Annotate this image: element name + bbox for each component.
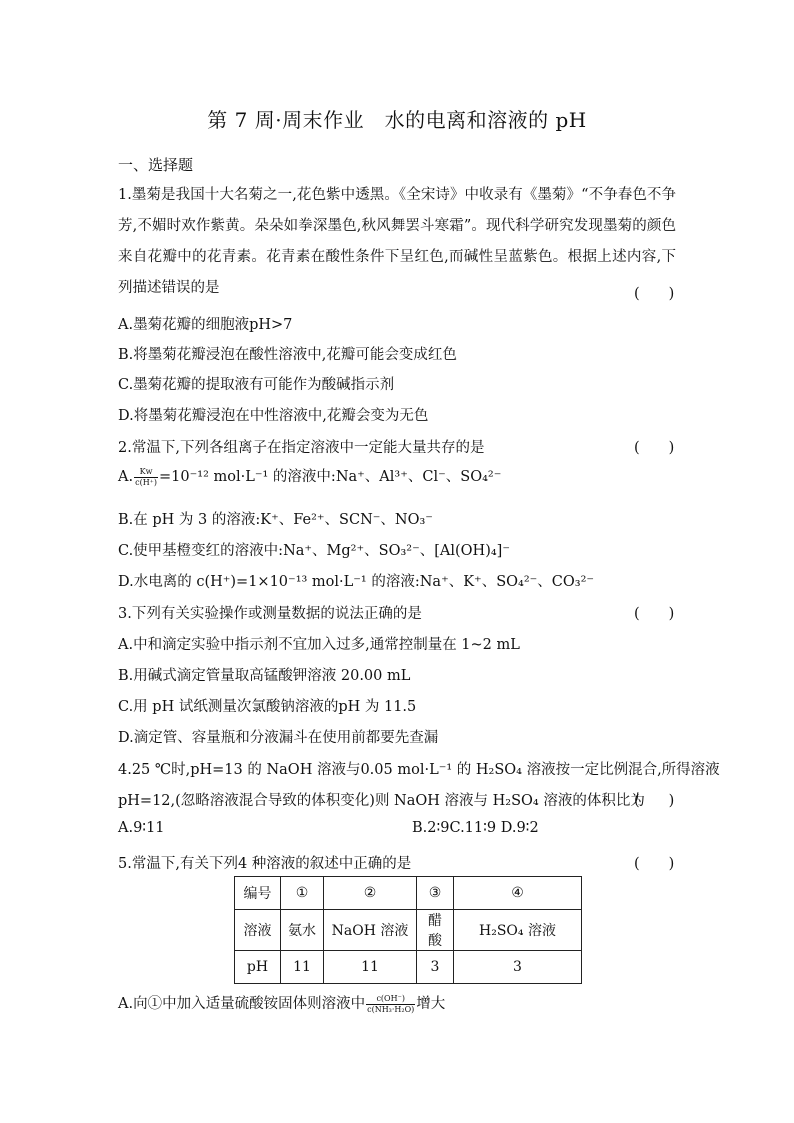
q5-answer-paren: ( ) xyxy=(634,856,675,872)
q4-stem-line2: pH=12,(忽略溶液混合导致的体积变化)则 NaOH 溶液与 H₂SO₄ 溶液的体积比为 xyxy=(118,793,645,809)
table-cell: 醋酸 xyxy=(417,910,454,951)
page-title: 第 7 周·周末作业 水的电离和溶液的 pH xyxy=(207,108,587,132)
table-cell: ③ xyxy=(417,877,454,910)
q2-stem: 2.常温下,下列各组离子在指定溶液中一定能大量共存的是 xyxy=(118,440,485,456)
q2-option-a xyxy=(118,465,678,488)
table-cell: NaOH 溶液 xyxy=(324,910,417,951)
q1-option-b: B.将墨菊花瓣浸泡在酸性溶液中,花瓣可能会变成红色 xyxy=(118,347,457,363)
q1-answer-paren: ( ) xyxy=(634,286,675,302)
q4-stem-line1: 4.25 ℃时,pH=13 的 NaOH 溶液与0.05 mol·L⁻¹ 的 H₂SO₄ 溶液按一定比例混合,所得溶液 xyxy=(118,762,720,778)
table-row xyxy=(235,877,582,910)
table-cell: 编号 xyxy=(235,877,281,910)
table-cell: 氨水 xyxy=(281,910,324,951)
q2-option-a-prefix: A. xyxy=(118,469,134,485)
table-cell: H₂SO₄ 溶液 xyxy=(454,910,582,951)
q2-option-b: B.在 pH 为 3 的溶液:K⁺、Fe²⁺、SCN⁻、NO₃⁻ xyxy=(118,512,433,528)
q1-stem: 1.墨菊是我国十大名菊之一,花色紫中透黑。《全宋诗》中收录有《墨菊》“不争春色不争芳,不媚时欢作紫黄。朵朵如拳深墨色,秋风舞罢斗寒霜”。现代科学研究发现墨菊的颜色来自花瓣中的花青素。花青素在酸性条件下呈红色,而碱性呈蓝紫色。根据上述内容,下列描述错误的是 xyxy=(118,187,676,296)
table-cell: 溶液 xyxy=(235,910,281,951)
table-row xyxy=(235,951,582,984)
table-cell: ④ xyxy=(454,877,582,910)
q3-option-c: C.用 pH 试纸测量次氯酸钠溶液的pH 为 11.5 xyxy=(118,699,417,715)
q3-answer-paren: ( ) xyxy=(634,606,675,622)
q3-option-a: A.中和滴定实验中指示剂不宜加入过多,通常控制量在 1~2 mL xyxy=(118,637,520,653)
section-heading: 一、选择题 xyxy=(118,156,194,174)
table-cell: ① xyxy=(281,877,324,910)
table-cell: pH xyxy=(235,951,281,984)
q2-option-c: C.使甲基橙变红的溶液中:Na⁺、Mg²⁺、SO₃²⁻、[Al(OH)₄]⁻ xyxy=(118,543,510,559)
q5-stem: 5.常温下,有关下列4 种溶液的叙述中正确的是 xyxy=(118,856,412,872)
oh-ratio-fraction: $\frac{c(OH^-)}{\text{c(NH₃·H₂O)}}$ xyxy=(367,993,415,1014)
table-cell: 3 xyxy=(454,951,582,984)
table-cell: ② xyxy=(324,877,417,910)
q4-option-a: A.9∶11 xyxy=(118,820,165,836)
q5-option-a xyxy=(118,992,678,1015)
q4-options-bcd: B.2∶9C.11∶9 D.9∶2 xyxy=(412,820,539,836)
table-cell: 11 xyxy=(281,951,324,984)
q2-option-d: D.水电离的 c(H⁺)=1×10⁻¹³ mol·L⁻¹ 的溶液:Na⁺、K⁺、SO₄²⁻、CO₃²⁻ xyxy=(118,574,595,590)
table-cell: 11 xyxy=(324,951,417,984)
q4-answer-paren: ( ) xyxy=(634,793,675,809)
kw-fraction: $\frac{Kw}{c(H^+)}$ xyxy=(135,466,158,487)
q1-option-a: A.墨菊花瓣的细胞液pH>7 xyxy=(118,317,293,333)
q3-option-d: D.滴定管、容量瓶和分液漏斗在使用前都要先查漏 xyxy=(118,730,439,746)
q1-option-d: D.将墨菊花瓣浸泡在中性溶液中,花瓣会变为无色 xyxy=(118,408,429,424)
q1-option-c: C.墨菊花瓣的提取液有可能作为酸碱指示剂 xyxy=(118,377,395,393)
q2-option-a-rest: =10⁻¹² mol·L⁻¹ 的溶液中:Na⁺、Al³⁺、Cl⁻、SO₄²⁻ xyxy=(159,469,502,485)
q2-answer-paren: ( ) xyxy=(634,440,675,456)
table-cell: 3 xyxy=(417,951,454,984)
q3-stem: 3.下列有关实验操作或测量数据的说法正确的是 xyxy=(118,606,422,622)
q5-option-a-suffix: 增大 xyxy=(416,996,446,1012)
q3-option-b: B.用碱式滴定管量取高锰酸钾溶液 20.00 mL xyxy=(118,668,411,684)
table-row xyxy=(235,910,582,951)
solutions-table xyxy=(234,876,582,984)
q5-option-a-prefix: A.向①中加入适量硫酸铵固体则溶液中 xyxy=(118,996,366,1012)
